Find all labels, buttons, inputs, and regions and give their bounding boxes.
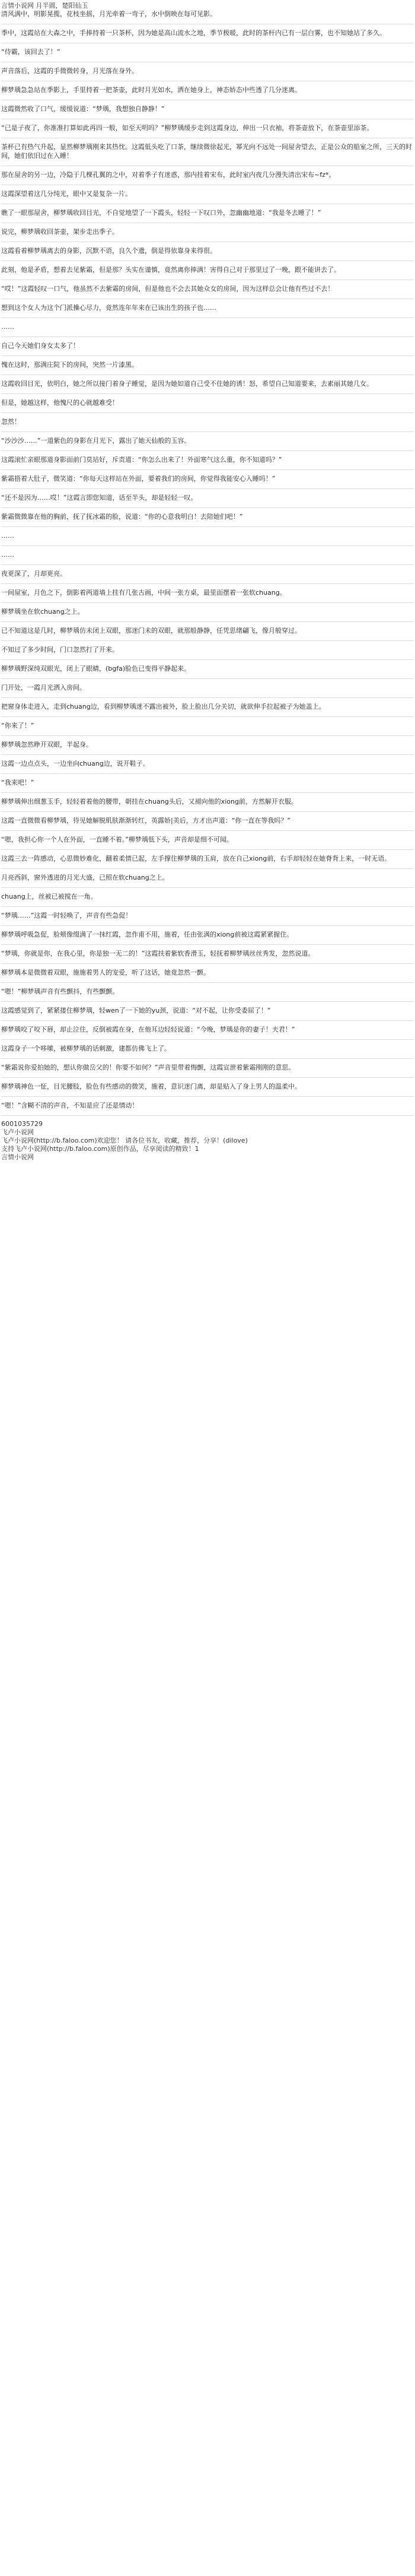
chapter-paragraph: 柳梦瑀呼吸急促，脸颊像缀满了一抹红霞，忽作甫不用，施着，任由张满的xiong前被这霞紧紧握住。 [1, 930, 414, 945]
chapter-content [0, 9, 415, 1116]
chapter-paragraph: “梦瑀……”这霞一时轻唤了，声音有些急促！ [1, 911, 414, 926]
chapter-paragraph: “紫霜说你爱拍她的，想认你做岳父的！你要不如何？”声音里带着悔颤，这霞宣泄着紫霜刚刚的意思。 [1, 1063, 414, 1078]
chapter-paragraph: 此刻，他是矛盾，想着去见紫霜，但是那？头实在谨慎，竟然离你捧满！害得自己对于那里过了一晚，跟不能讲去了。 [1, 265, 414, 280]
chapter-paragraph: 把窗身体走进入，走到chuang边，看到柳梦瑀迷不露出被外，脸上脸出几分关切，就欲伸手拉起被子为她盖上。 [1, 702, 414, 717]
chapter-paragraph: …… [1, 531, 414, 546]
footer-recommend[interactable] [0, 1137, 415, 1145]
chapter-paragraph: 柳梦瑀坐在软chuang之上。 [1, 607, 414, 622]
chapter-paragraph: 门开处，一霞月光洒入房间。 [1, 683, 414, 698]
chapter-paragraph: 但是，她越这样，他愧尺的心就越难受！ [1, 398, 414, 413]
chapter-paragraph: 夜更深了，月却更亮。 [1, 569, 414, 584]
footer-promo-link[interactable]: 支持飞卢小说网(http://b.faloo.com)原创作品，尽享阅读的精致！1 [1, 1145, 199, 1153]
chapter-paragraph: 愧在这时，那满庄院下的房间，突然一片漆黑。 [1, 360, 414, 375]
chapter-paragraph: 这霞深望着这几分纯光，眼中又是复杂一片。 [1, 189, 414, 204]
chapter-paragraph: 柳梦瑀本是微微着双眼，施施着男人的宠爱，听了这话，她竟忽然一颤。 [1, 968, 414, 983]
chapter-paragraph: 这霞感觉到了，紧紧搂住柳梦瑀，轻wen了一下她的yu颈，说道：“对不起，让你受委屈了！” [1, 1006, 414, 1021]
footer-site-name: 飞卢小说网 [1, 1128, 34, 1136]
chapter-paragraph: 紫霜捂着大肚子，微笑道：“你每天这样站在外面，要着我们的房间，你觉得我能安心入睡吗！” [1, 474, 414, 489]
chapter-paragraph: “嗯！”柳梦瑀声音有些颤抖，有些颤颤。 [1, 987, 414, 1002]
chapter-paragraph: “我来吧！” [1, 778, 414, 793]
chapter-paragraph: 已不知道这是几时，柳梦瑀仿未闭上双眼，那迷门未的双眼，就那般静静，任凭思绪翩飞，像月般穿过。 [1, 626, 414, 641]
chapter-paragraph: …… [1, 550, 414, 565]
chapter-paragraph: 柳梦瑀急急站在季影上，手里持着一把茶壶，此时月光如水，洒在她身上，神态娇态中些透了几分迷离。 [1, 85, 414, 100]
chapter-paragraph: 柳梦瑀伸出细葱玉手，轻轻着着他的腰带，朝挂在chuang头后，又褪向他的xiong前，方然解开衣服。 [1, 797, 414, 812]
chapter-paragraph: “梦瑀，你就是你，在我心里，你是独一无二的！”这霞扶着紫软香滑玉，轻抚着柳梦瑀丝丝秀发，忽然说道。 [1, 949, 414, 964]
footer-code: 6001035729 [1, 1120, 43, 1128]
site-title: 言情小说网 月半圆，楚阳仙玉 [1, 2, 88, 9]
chapter-paragraph: 柳梦瑀咬了咬下唇，却止泣住，反倒被霞在身，在他耳边轻轻说道：“今晚，梦瑀是你的妻子！夫君！” [1, 1025, 414, 1040]
chapter-paragraph: 一间屋室，月色之下，倒影着两道墙上挂有几张古画，中间一张方桌，最里面摆着一张软chuang。 [1, 588, 414, 603]
chapter-paragraph: 自己今天她们身女太多了！ [1, 341, 414, 356]
chapter-paragraph: 这霞收回目光，依明白，她之所以接门着身子睡觉，是因为她如道自己受不住她的诱！怒，希望自己知道要来，去素丽其她几女。 [1, 379, 414, 394]
footer-promo[interactable] [0, 1145, 415, 1153]
chapter-paragraph: “沙沙沙……”一道紫色的身影在月光下，露出了她天仙般的玉容。 [1, 436, 414, 451]
chapter-paragraph: “嗯！”含糊不清的声音，不知是应了还是情动！ [1, 1101, 414, 1116]
chapter-paragraph: 这霞身子一个哆嗦，被柳梦瑀的话刺激，建都仿佛飞上了。 [1, 1044, 414, 1059]
footer-recommend-link[interactable]: 飞卢小说网(http://b.faloo.com)欢迎您！ 请各位书友，收藏，推荐，分享！(dilove) [1, 1137, 248, 1144]
chapter-paragraph: “已是子夜了，你准准打算如此再四一般，如至天明吗？”柳梦瑀缓步走到这霞身边，伸出一只衣袖，将茶壶放下，在茶壶里添茶。 [1, 123, 414, 138]
chapter-paragraph: “嗯，我担心你一个人在外面，一直睡不着。”柳梦瑀低下头，声音却是细不可闻。 [1, 835, 414, 850]
chapter-paragraph: 柳梦瑀野深纯双眼光，闭上了眼睛，(bgfa)脸色已变得平静起来。 [1, 664, 414, 679]
chapter-paragraph: 瞧了一眼那屋舍，柳梦瑀收回目光，不自觉地望了一下霞头，轻轻一下叹口外，忽幽幽地道：“我是冬去睡了！” [1, 208, 414, 223]
chapter-paragraph: 这霞三去一阵感动，心思微妙难化，翻着柔情已起，左手撑住柳梦瑀的玉肩，放在自己xiong前，右手却轻轻在她脊背上来，一时无语。 [1, 854, 414, 869]
footer-bottom-title: 言情小说网 [1, 1153, 34, 1161]
chapter-paragraph: 不知过了多少时间，门口忽然打了开来。 [1, 645, 414, 660]
chapter-paragraph: “你来了！” [1, 721, 414, 736]
chapter-paragraph: 这霞看着柳梦瑀离去的身影，沉默不语，良久个遗，倒是得依靠身来得很。 [1, 246, 414, 261]
chapter-paragraph: chuang上，丝被已被搅在一角。 [1, 892, 414, 907]
chapter-paragraph: 月亮西斜，窗外透进的月光大盛，已照在软chuang之上。 [1, 873, 414, 888]
chapter-paragraph: 那在屋舍的另一边，冷隐于几棵孔翼的之中，对着季子有迷惑，那内挂着宋布，此时室内夜几分漫失清出宋布~fz*。 [1, 170, 414, 185]
footer [0, 1120, 415, 1162]
chapter-paragraph: 声音落后，这霞的手微微转身，月光落在身外。 [1, 66, 414, 81]
chapter-paragraph: 紫霜微微靠在他的胸前，抚了抚冰霜的脸，说道：“你的心意我明白！去陪她们吧！” [1, 512, 414, 527]
chapter-paragraph: 想到这个女人为这个门派操心尽力，竟然连年年来在已该出生的孩子也…… [1, 303, 414, 318]
chapter-paragraph: 说完，柳梦瑀收回茶壶，架步走出季子。 [1, 227, 414, 242]
chapter-paragraph: 这霞滚忙亲眼那道身影面前门莫站好，斥责道：“你怎么出来了！外面寒气这么重，你不知道吗？” [1, 455, 414, 470]
chapter-paragraph: 柳梦瑀神色一怔，目光腰肢，脸色有些感动的微笑，施着，意识迷门离，却是贴入了身上男人的温柔中。 [1, 1082, 414, 1097]
chapter-paragraph: 这霞一边点点头，一边坐向chuang边，说开鞋子。 [1, 759, 414, 774]
chapter-paragraph: …… [1, 322, 414, 337]
chapter-paragraph: 清风满中，明影晃揽，花枝坐摇，月光牵着一弯子，水中倒映在每可见影。 [1, 9, 414, 24]
chapter-paragraph: “还不是因为……哎！”这霞言即您知道，话至半头，却是轻轻一叹。 [1, 493, 414, 508]
chapter-paragraph: 这霞一直微微看柳梦瑀，待见她解脱肌肤渐渐转红，英露娇|美后，方才出声道：“你一直在等我吗？” [1, 816, 414, 831]
chapter-paragraph: 茶杯已有热气升起，显然柳梦瑀刚来其热忱。这霞低头吃了口茶，继续微徐起光，幂光向不远处一间屋舍望去，正是公众的船室之所，三天的时间，她们依旧过在入睡！ [1, 142, 414, 166]
chapter-paragraph: 忽然！ [1, 417, 414, 432]
chapter-paragraph: 这霞微然收了口气，缓缓说道：“梦瑀，我想独自静静！” [1, 104, 414, 119]
chapter-paragraph: 季中，这霞站在大森之中，手捧持着一只茶杯，因为她是高山流水之地，季节极暖，此时的茶杆内已有一层白雾，也不知她站了多久。 [1, 28, 414, 43]
chapter-paragraph: 柳梦瑀忽然睁开双眼，半起身。 [1, 740, 414, 755]
chapter-paragraph: “侍霸，该回去了！” [1, 47, 414, 62]
chapter-paragraph: “哎！”这霞轻叹一口气，他虽然不去紫霜的房间，但是他也不会去其她众女的房间，因为这样总会让他有些过不去！ [1, 284, 414, 299]
